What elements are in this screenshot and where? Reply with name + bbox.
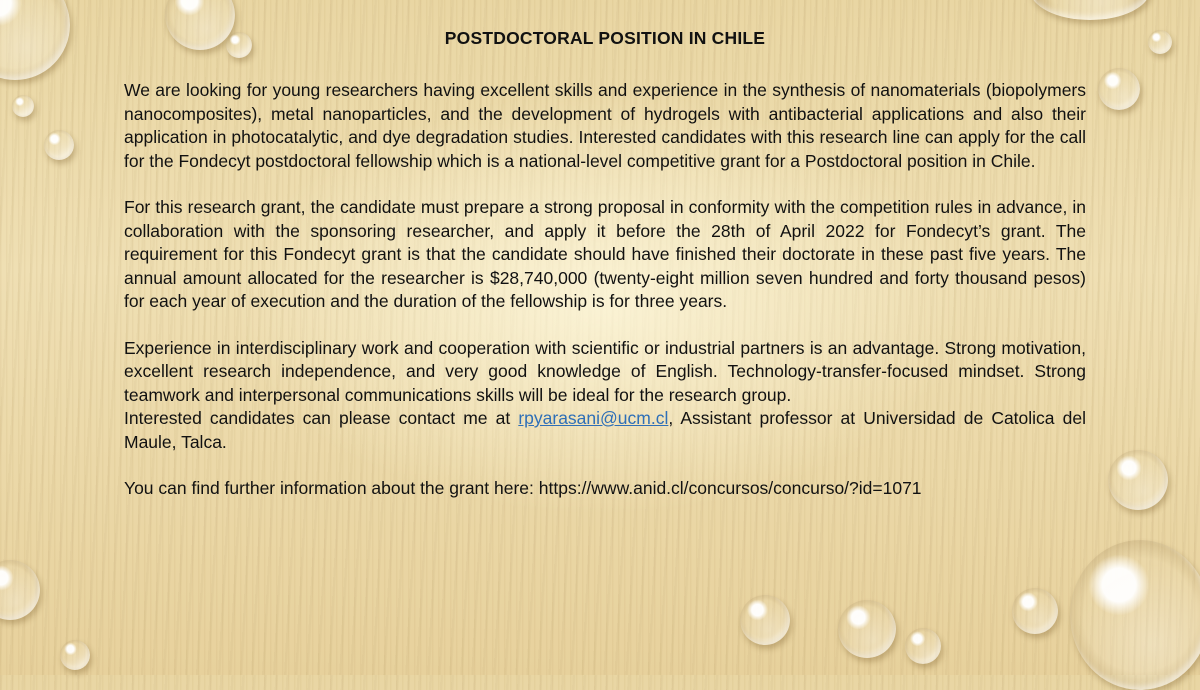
contact-paragraph	[124, 407, 1086, 454]
contact-prefix: Interested candidates can please contact me at	[124, 408, 519, 428]
paragraph-spacer	[124, 173, 1086, 196]
water-drop-decoration	[0, 0, 70, 80]
water-drop-decoration	[44, 130, 74, 160]
contact-suffix: , Assistant professor at Universidad de Catolica del Maule, Talca.	[124, 408, 1086, 452]
paragraph-spacer	[124, 454, 1086, 477]
water-drop-decoration	[1108, 450, 1168, 510]
water-drop-decoration	[0, 560, 40, 620]
paragraph-candidate-profile: Experience in interdisciplinary work and cooperation with scientific or industrial partners is an advantage. Strong motivation, excellent research independence, and very good knowledge of English. Technology-transfer-focused mindset. Strong teamwork and interpersonal communications skills will be ideal for the research group.	[124, 337, 1086, 405]
water-drop-decoration	[1098, 68, 1140, 110]
water-drop-decoration	[1148, 30, 1172, 54]
water-drop-decoration	[740, 595, 790, 645]
water-drop-decoration	[12, 95, 34, 117]
water-drop-decoration	[838, 600, 896, 658]
slide-content	[124, 28, 1086, 501]
paragraph-research-profile: We are looking for young researchers having excellent skills and experience in the synthesis of nanomaterials (biopolymers nanocomposites), metal nanoparticles, and the development of hydrogels with antibacterial applications and also their application in photocatalytic, and dye degradation studies. Interested candidates with this research line can apply for the call for the Fondecyt postdoctoral fellowship which is a national-level competitive grant for a Postdoctoral position in Chile.	[124, 80, 1086, 171]
email-link[interactable]: rpyarasani@ucm.cl	[518, 408, 669, 428]
water-drop-decoration	[60, 640, 90, 670]
water-drop-decoration	[1030, 0, 1150, 20]
paragraph-spacer	[124, 314, 1086, 337]
paragraph-grant-requirements: For this research grant, the candidate must prepare a strong proposal in conformity with the competition rules in advance, in collaboration with the sponsoring researcher, and apply it before the 28th of April 2022 for Fondecyt’s grant. The requirement for this Fondecyt grant is that the candidate should have finished their doctorate in these past five years. The annual amount allocated for the researcher is $28,740,000 (twenty-eight million seven hundred and forty thousand pesos) for each year of execution and the duration of the fellowship is for three years.	[124, 197, 1086, 311]
water-drop-decoration	[905, 628, 941, 664]
grant-info-paragraph: You can find further information about the grant here: https://www.anid.cl/concursos/concurso/?id=1071	[124, 478, 922, 498]
water-drop-decoration	[1070, 540, 1200, 690]
water-drop-decoration	[1012, 588, 1058, 634]
page-title: POSTDOCTORAL POSITION IN CHILE	[444, 28, 766, 48]
